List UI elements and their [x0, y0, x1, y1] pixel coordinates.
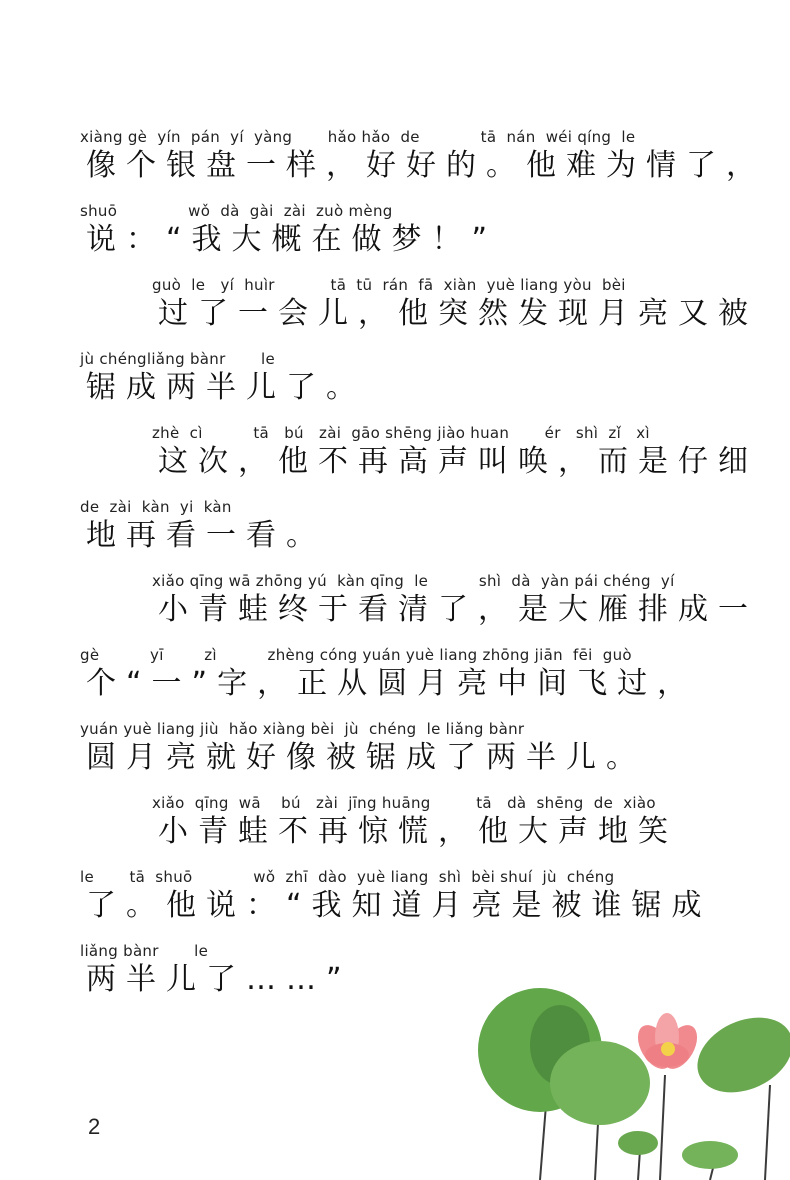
text-line: [0, 794, 790, 868]
pinyin-row: guò le yí huìr tā tū rán fā xiàn yuè liang yòu bèi: [152, 276, 626, 294]
pinyin-row: xiàng gè yín pán yí yàng hǎo hǎo de tā nán wéi qíng le: [80, 128, 636, 146]
text-line: [0, 868, 790, 942]
lotus-leaves: [478, 988, 790, 1169]
text-line: [0, 646, 790, 720]
pinyin-row: gè yī zì zhèng cóng yuán yuè liang zhōng jiān fēi guò: [80, 646, 632, 664]
hanzi-row: 了。他说：“我知道月亮是被谁锯成: [86, 888, 712, 923]
hanzi-row: 地再看一看。: [86, 518, 326, 553]
pinyin-row: shuō wǒ dà gài zài zuò mèng: [80, 202, 393, 220]
pinyin-row: zhè cì tā bú zài gāo shēng jiào huan ér shì zǐ xì: [152, 424, 650, 442]
hanzi-row: 个“一”字，正从圆月亮中间飞过，: [86, 666, 698, 701]
hanzi-row: 锯成两半儿了。: [86, 370, 366, 405]
text-line: [0, 572, 790, 646]
hanzi-row: 圆月亮就好像被锯成了两半儿。: [86, 740, 646, 775]
text-line: [0, 202, 790, 276]
text-line: [0, 720, 790, 794]
text-line: [0, 498, 790, 572]
text-line: [0, 350, 790, 424]
hanzi-row: 这次，他不再高声叫唤，而是仔细: [158, 444, 758, 479]
text-line: [0, 128, 790, 202]
hanzi-row: 像个银盘一样，好好的。他难为情了，: [86, 148, 766, 183]
pinyin-row: de zài kàn yi kàn: [80, 498, 232, 516]
hanzi-row: 小青蛙不再惊慌，他大声地笑: [158, 814, 678, 849]
lotus-illustration: [470, 975, 790, 1180]
hanzi-row: 过了一会儿，他突然发现月亮又被: [158, 296, 758, 331]
pinyin-row: xiǎo qīng wā bú zài jīng huāng tā dà shēng de xiào: [152, 794, 656, 812]
page-number: 2: [88, 1114, 101, 1139]
text-line: [0, 276, 790, 350]
pinyin-row: yuán yuè liang jiù hǎo xiàng bèi jù chéng le liǎng bànr: [80, 720, 525, 738]
pinyin-row: liǎng bànr le: [80, 942, 209, 960]
hanzi-row: 说：“我大概在做梦！”: [86, 222, 498, 257]
hanzi-row: 小青蛙终于看清了，是大雁排成一: [158, 592, 758, 627]
hanzi-row: 两半儿了……”: [86, 962, 352, 997]
pinyin-row: jù chéngliǎng bànr le: [80, 350, 276, 368]
text-line: [0, 424, 790, 498]
pinyin-row: le tā shuō wǒ zhī dào yuè liang shì bèi shuí jù chéng: [80, 868, 615, 886]
pinyin-row: xiǎo qīng wā zhōng yú kàn qīng le shì dà yàn pái chéng yí: [152, 572, 675, 590]
